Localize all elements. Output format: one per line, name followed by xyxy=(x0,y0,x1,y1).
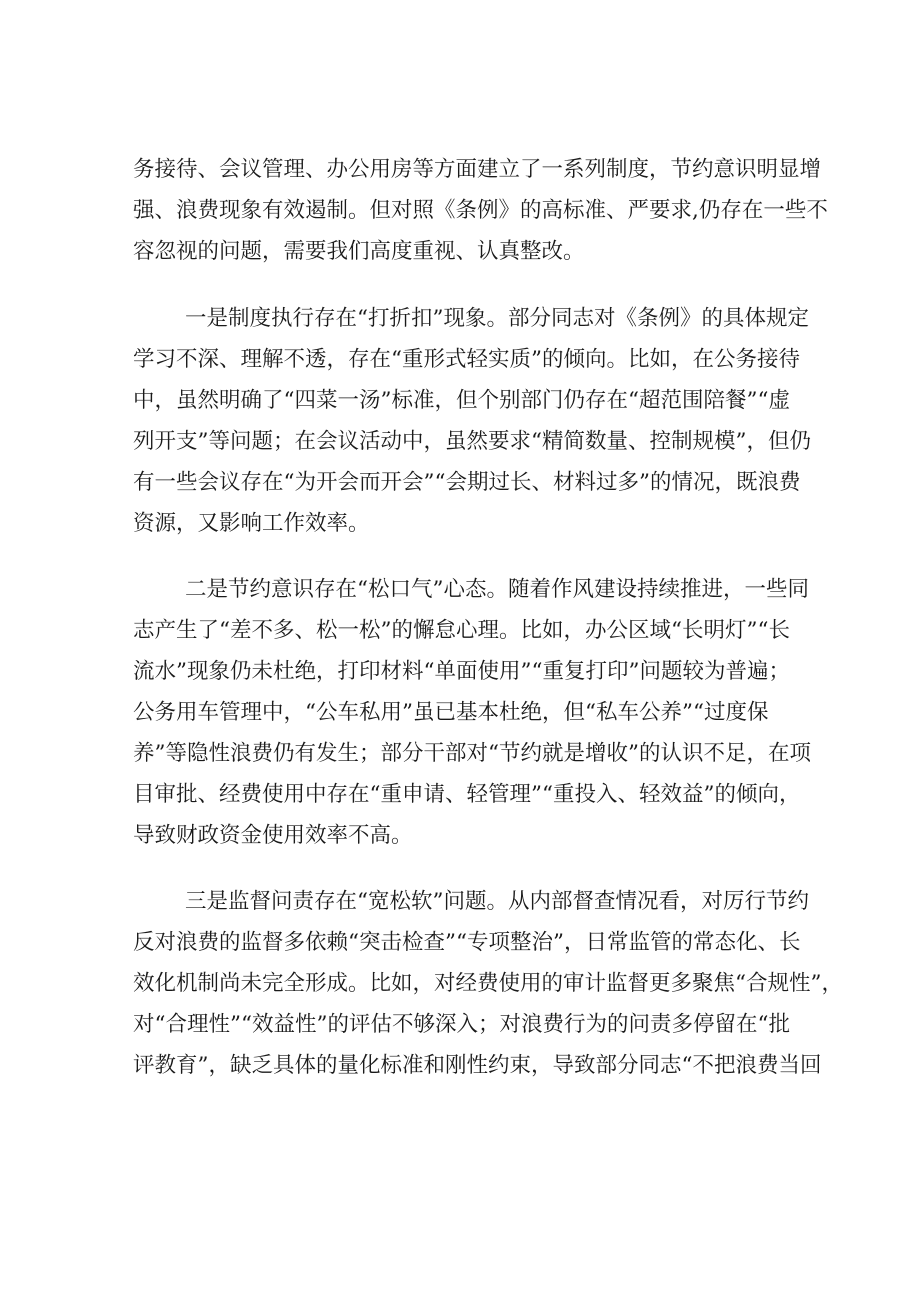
paragraph-line: 流水”现象仍未杜绝，打印材料“单面使用”“重复打印”问题较为普遍； xyxy=(133,659,790,684)
paragraph-line: 一是制度执行存在“打折扣”现象。部分同志对《条例》的具体规定 xyxy=(185,306,809,331)
paragraph-line: 养”等隐性浪费仍有发生；部分干部对“节约就是增收”的认识不足，在项 xyxy=(133,741,811,766)
paragraph-line: 导致财政资金使用效率不高。 xyxy=(133,823,413,848)
paragraph-line: 列开支”等问题；在会议活动中，虽然要求“精简数量、控制规模”，但仍 xyxy=(133,429,811,454)
paragraph-line: 对“合理性”“效益性”的评估不够深入；对浪费行为的问责多停留在“批 xyxy=(133,1012,790,1037)
paragraph-line: 三是监督问责存在“宽松软”问题。从内部督查情况看，对厉行节约 xyxy=(185,889,809,914)
paragraph-line: 二是节约意识存在“松口气”心态。随着作风建设持续推进，一些同 xyxy=(185,577,809,602)
paragraph-line: 效化机制尚未完全形成。比如，对经费使用的审计监督更多聚焦“合规性”， xyxy=(133,971,843,996)
paragraph-line: 学习不深、理解不透，存在“重形式轻实质”的倾向。比如，在公务接待 xyxy=(133,347,800,372)
paragraph-line: 目审批、经费使用中存在“重申请、轻管理”“重投入、轻效益”的倾向， xyxy=(133,782,801,807)
paragraph-line: 容忽视的问题，需要我们高度重视、认真整改。 xyxy=(133,239,585,264)
paragraph-line: 强、浪费现象有效遏制。但对照《条例》的高标准、严要求,仍存在一些不 xyxy=(133,198,828,223)
paragraph-line: 公务用车管理中，“公车私用”虽已基本杜绝，但“私车公养”“过度保 xyxy=(133,700,769,725)
paragraph-line: 资源，又影响工作效率。 xyxy=(133,511,370,536)
paragraph-line: 务接待、会议管理、办公用房等方面建立了一系列制度，节约意识明显增 xyxy=(133,157,822,182)
paragraph-line: 有一些会议存在“为开会而开会”“会期过长、材料过多”的情况，既浪费 xyxy=(133,470,801,495)
paragraph-line: 反对浪费的监督多依赖“突击检查”“专项整治”，日常监管的常态化、长 xyxy=(133,930,801,955)
paragraph-line: 志产生了“差不多、松一松”的懈怠心理。比如，办公区域“长明灯”“长 xyxy=(133,618,790,643)
paragraph-line: 评教育”，缺乏具体的量化标准和刚性约束，导致部分同志“不把浪费当回 xyxy=(133,1053,822,1078)
paragraph-line: 中，虽然明确了“四菜一汤”标准，但个别部门仍存在“超范围陪餐”“虚 xyxy=(133,388,790,413)
